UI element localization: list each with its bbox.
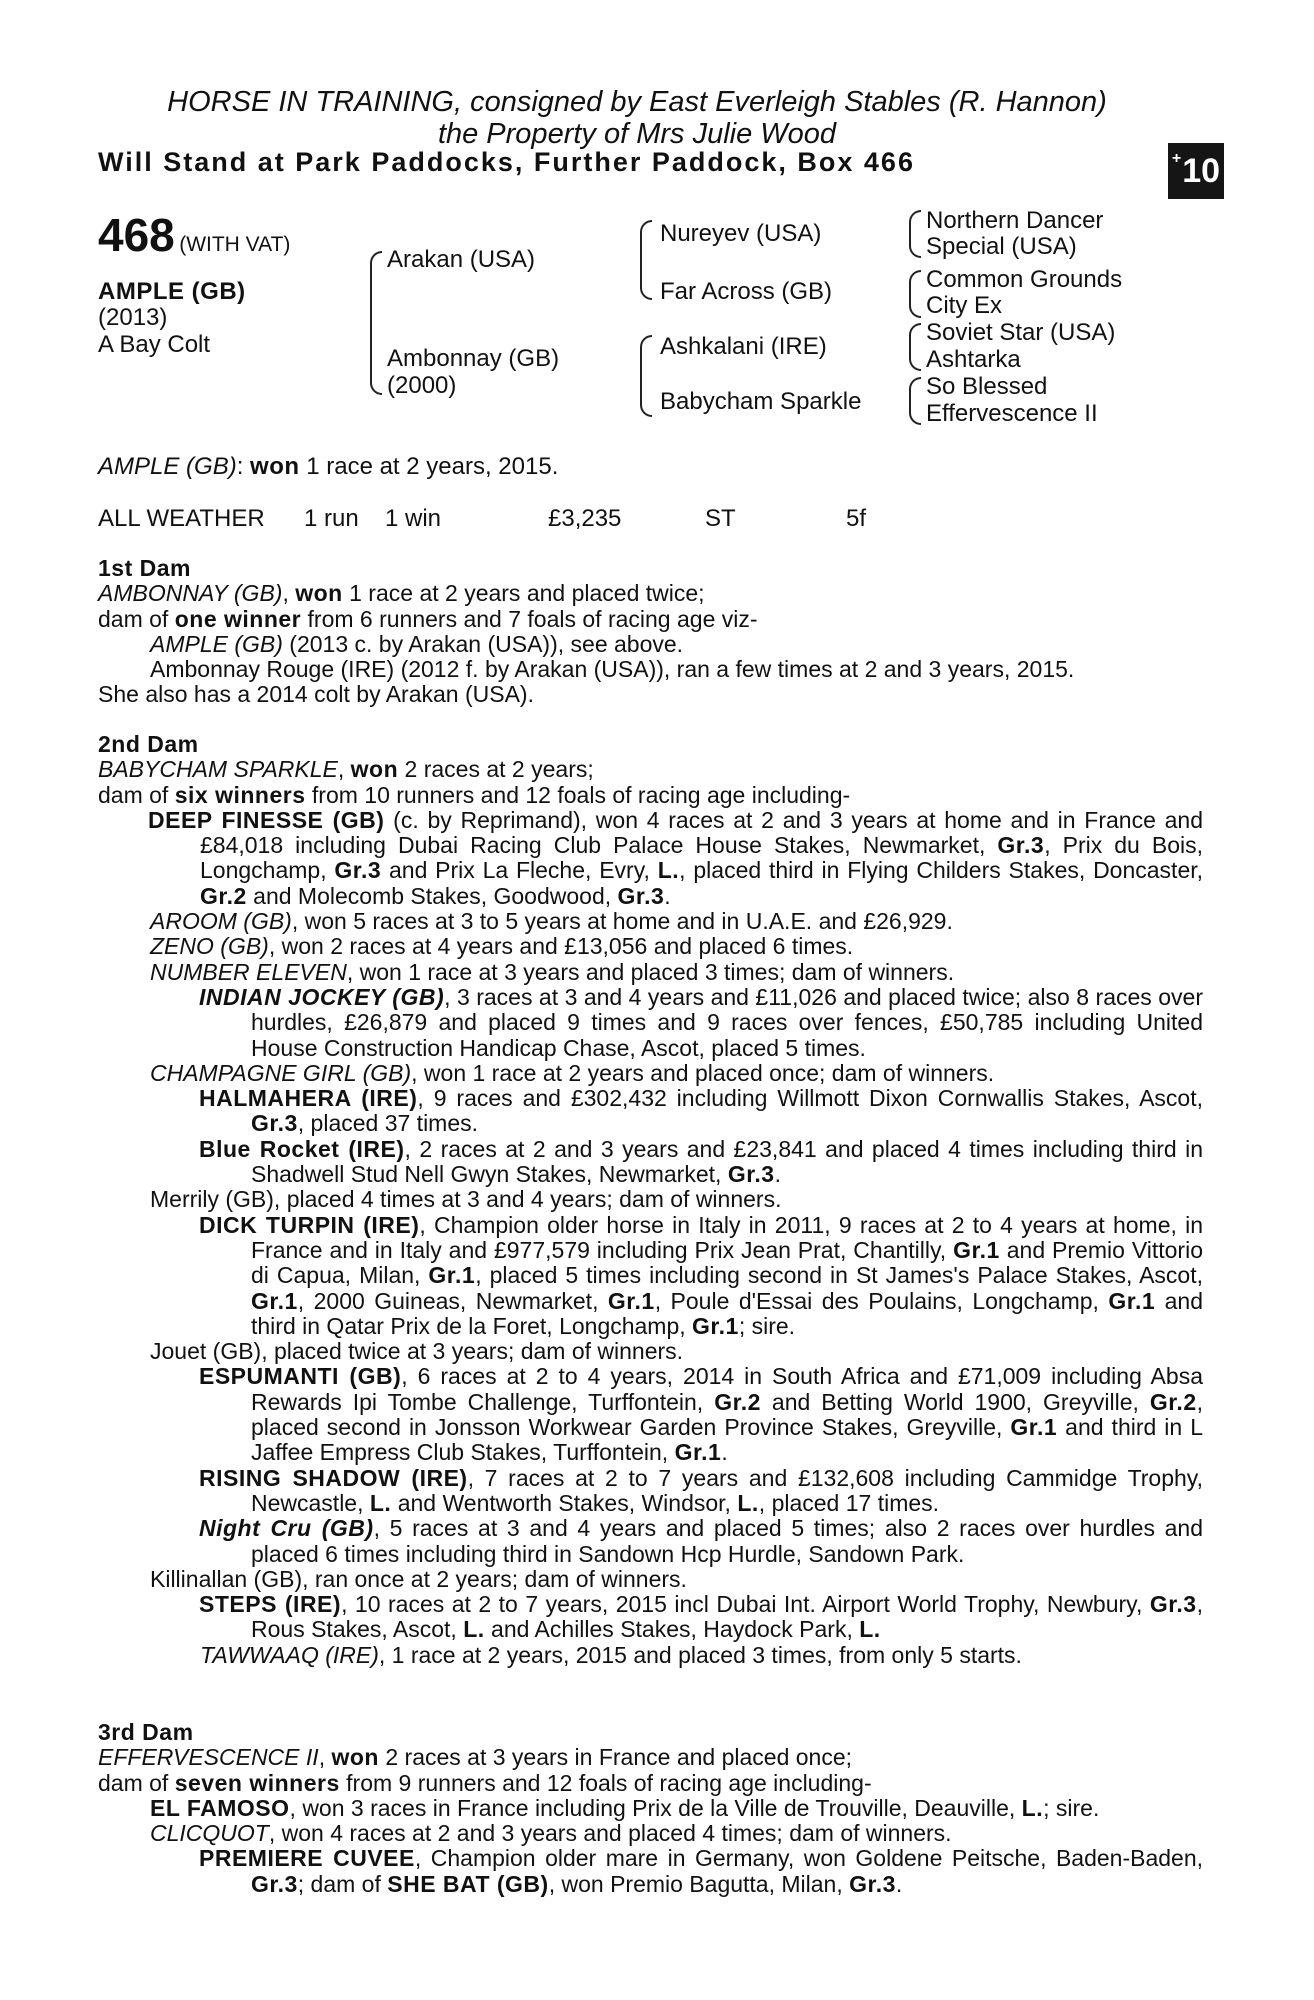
header-location: Will Stand at Park Paddocks, Further Paddock, Box 466 bbox=[98, 147, 915, 177]
first-dam-winners: one winner bbox=[174, 605, 302, 632]
grade-badge: Gr.1 bbox=[428, 1262, 476, 1289]
first-dam-note: She also has a 2014 colt by Arakan (USA). bbox=[98, 681, 534, 708]
aw-runs: 1 run bbox=[304, 505, 359, 532]
grade-badge: Gr.1 bbox=[1010, 1414, 1058, 1441]
dick-turpin-text-f: and third in Qatar Prix de la Foret, Longchamp, bbox=[251, 1287, 1203, 1339]
el-famoso-name: EL FAMOSO bbox=[150, 1794, 290, 1821]
first-dam-produce-rest: from 6 runners and 7 foals of racing age viz- bbox=[301, 605, 758, 632]
rising-shadow-text-a: , 7 races at 2 to 7 years and £132,608 including Cammidge Trophy, Newcastle, bbox=[251, 1464, 1203, 1516]
grade-badge: Gr.1 bbox=[251, 1287, 298, 1314]
entry-halmahera bbox=[98, 1086, 1203, 1137]
deep-finesse-text-d: , placed third in Flying Childers Stakes, Doncaster, bbox=[679, 857, 1204, 884]
badge-number: 10 bbox=[1182, 151, 1221, 190]
listed-badge: L. bbox=[657, 857, 680, 884]
pedigree-brace-7 bbox=[909, 377, 921, 425]
third-dam-produce-rest: from 9 runners and 12 foals of racing age including- bbox=[339, 1769, 872, 1796]
entry-champagne-girl bbox=[98, 1061, 1203, 1086]
espumanti-name: ESPUMANTI (GB) bbox=[199, 1363, 402, 1390]
tawwaaq-name: TAWWAAQ (IRE) bbox=[200, 1641, 379, 1668]
listed-badge: L. bbox=[737, 1489, 759, 1516]
espumanti-text-d: and third in L Jaffee Empress Club Stakes, Turffontein, bbox=[251, 1414, 1203, 1466]
zeno-name: ZENO (GB) bbox=[150, 933, 269, 960]
aw-distance: 5f bbox=[846, 505, 867, 532]
third-dam-won: won bbox=[331, 1744, 379, 1771]
champagne-girl-text: , won 1 race at 2 years and placed once; dam of winners. bbox=[411, 1059, 995, 1086]
header-title: HORSE IN TRAINING, consigned by East Everleigh Stables (R. Hannon) bbox=[167, 86, 1107, 118]
horse-name: AMPLE (GB) bbox=[98, 278, 246, 305]
halmahera-name: HALMAHERA (IRE) bbox=[199, 1085, 418, 1112]
entry-premiere-cuvee bbox=[98, 1846, 1203, 1897]
deep-finesse-name: DEEP FINESSE (GB) bbox=[148, 806, 385, 833]
progeny-ample-rest: (2013 c. by Arakan (USA)), see above. bbox=[282, 630, 684, 657]
espumanti-text-a: , 6 races at 2 to 4 years, 2014 in South Africa and £71,009 including Absa Rewards Ipi Tombe Challenge, Turffontein, bbox=[251, 1363, 1203, 1415]
pedigree-ssd: Special (USA) bbox=[926, 233, 1077, 260]
dick-turpin-text-e: , Poule d'Essai des Poulains, Longchamp, bbox=[654, 1287, 1109, 1314]
night-cru-name: Night Cru (GB) bbox=[199, 1515, 374, 1542]
pedigree-brace-4 bbox=[909, 210, 921, 258]
dick-turpin-text-g: ; sire. bbox=[738, 1312, 796, 1339]
pedigree-brace-1 bbox=[370, 251, 382, 395]
first-dam-line-rest: 1 race at 2 years and placed twice; bbox=[342, 580, 705, 607]
lot-number-line bbox=[98, 208, 290, 262]
blue-rocket-text: , 2 races at 2 and 3 years and £23,841 and placed 4 times including third in Shadwell Stud Nell Gwyn Stakes, Newmarket, bbox=[251, 1135, 1203, 1188]
entry-deep-finesse bbox=[98, 808, 1203, 909]
grade-badge: Gr.1 bbox=[953, 1236, 1000, 1263]
third-dam-name: EFFERVESCENCE II bbox=[98, 1744, 319, 1771]
grade-badge: Gr.2 bbox=[1149, 1388, 1197, 1415]
second-dam-produce-line bbox=[98, 783, 1203, 808]
pedigree-dds: So Blessed bbox=[926, 373, 1048, 400]
listed-badge: L. bbox=[859, 1616, 881, 1643]
grade-badge: Gr.3 bbox=[251, 1110, 298, 1137]
pedigree-ss: Nureyev (USA) bbox=[660, 220, 822, 247]
first-dam-progeny-2: Ambonnay Rouge (IRE) (2012 f. by Arakan (USA)), ran a few times at 2 and 3 years, 2015. bbox=[150, 656, 1075, 683]
pedigree-dam: Ambonnay (GB) bbox=[387, 345, 560, 372]
entry-killinallan: Killinallan (GB), ran once at 2 years; dam of winners. bbox=[150, 1565, 687, 1592]
badge-plus: + bbox=[1171, 150, 1182, 167]
entry-aroom bbox=[98, 909, 1203, 934]
horse-year: (2013) bbox=[98, 304, 168, 331]
premiere-cuvee-text-c: , won Premio Bagutta, Milan, bbox=[548, 1870, 850, 1897]
entry-clicquot bbox=[98, 1821, 1203, 1846]
steps-text-a: , 10 races at 2 to 7 years, 2015 incl Dubai Int. Airport World Trophy, Newbury, bbox=[341, 1591, 1150, 1618]
entry-number-eleven bbox=[98, 960, 1203, 985]
entry-blue-rocket bbox=[98, 1137, 1203, 1188]
third-dam-section bbox=[98, 1720, 1203, 1897]
number-eleven-text: , won 1 race at 3 years and placed 3 times; dam of winners. bbox=[346, 958, 955, 985]
first-dam-heading: 1st Dam bbox=[98, 555, 191, 581]
premiere-cuvee-name: PREMIERE CUVEE bbox=[199, 1845, 415, 1872]
dick-turpin-text-b: and Premio Vittorio di Capua, Milan, bbox=[251, 1236, 1203, 1289]
espumanti-text-b: and Betting World 1900, Greyville, bbox=[760, 1388, 1150, 1415]
listed-badge: L. bbox=[1021, 1794, 1044, 1821]
steps-text-c: and Achilles Stakes, Haydock Park, bbox=[484, 1616, 860, 1643]
second-dam-won: won bbox=[350, 756, 399, 783]
el-famoso-text-a: , won 3 races in France including Prix de la Ville de Trouville, Deauville, bbox=[289, 1794, 1022, 1821]
third-dam-heading: 3rd Dam bbox=[98, 1719, 194, 1745]
rising-shadow-text-c: , placed 17 times. bbox=[758, 1489, 940, 1516]
premiere-cuvee-text-a: , Champion older mare in Germany, won Goldene Peitsche, Baden-Baden, bbox=[414, 1845, 1204, 1872]
lot-vat: (WITH VAT) bbox=[179, 233, 291, 256]
aw-money: £3,235 bbox=[548, 505, 622, 532]
aw-label: ALL WEATHER bbox=[98, 505, 265, 532]
entry-merrily: Merrily (GB), placed 4 times at 3 and 4 years; dam of winners. bbox=[150, 1186, 782, 1213]
grade-badge: Gr.3 bbox=[997, 832, 1045, 859]
champagne-girl-name: CHAMPAGNE GIRL (GB) bbox=[150, 1059, 412, 1086]
grade-badge: Gr.3 bbox=[727, 1161, 775, 1188]
el-famoso-text-b: ; sire. bbox=[1043, 1794, 1100, 1821]
pedigree-sire: Arakan (USA) bbox=[387, 246, 536, 273]
rising-shadow-name: RISING SHADOW (IRE) bbox=[199, 1464, 468, 1491]
lot-number: 468 bbox=[98, 209, 175, 261]
pedigree-dss: Soviet Star (USA) bbox=[926, 319, 1116, 346]
entry-rising-shadow bbox=[98, 1466, 1203, 1517]
third-dam-produce-line bbox=[98, 1771, 1203, 1796]
entry-espumanti bbox=[98, 1364, 1203, 1465]
grade-badge: Gr.2 bbox=[714, 1388, 761, 1415]
aw-wins: 1 win bbox=[385, 505, 442, 532]
grade-badge: Gr.3 bbox=[334, 857, 382, 884]
horse-desc: A Bay Colt bbox=[98, 331, 211, 358]
espumanti-text-c: , placed second in Jonsson Workwear Garden Province Stakes, Greyville, bbox=[251, 1388, 1204, 1441]
first-dam-dam-of: dam of bbox=[98, 605, 175, 632]
dick-turpin-text-d: , 2000 Guineas, Newmarket, bbox=[297, 1287, 608, 1314]
deep-finesse-text-b: , Prix du Bois, Longchamp, bbox=[200, 832, 1203, 884]
entry-dick-turpin bbox=[98, 1213, 1203, 1339]
period: . bbox=[774, 1161, 781, 1188]
second-dam-section bbox=[98, 732, 1203, 1668]
deep-finesse-text-c: and Prix La Fleche, Evry, bbox=[381, 857, 658, 884]
entry-steps bbox=[98, 1592, 1203, 1643]
aroom-text: , won 5 races at 3 to 5 years at home and in U.A.E. and £26,929. bbox=[291, 908, 953, 935]
night-cru-text: , 5 races at 3 and 4 years and placed 5 times; also 2 races over hurdles and placed 6 times including third in Sandown Hcp Hurdle, Sandown Park. bbox=[251, 1515, 1204, 1567]
grade-badge: Gr.1 bbox=[607, 1287, 655, 1314]
first-dam-name: AMBONNAY (GB) bbox=[98, 580, 283, 607]
entry-indian-jockey bbox=[98, 985, 1203, 1061]
second-dam-name: BABYCHAM SPARKLE bbox=[98, 756, 338, 783]
grade-badge: Gr.3 bbox=[251, 1870, 298, 1897]
indian-jockey-text: , 3 races at 3 and 4 years and £11,026 and placed twice; also 8 races over hurdles, £26,879 and placed 9 times and 9 races over fences, £50,785 including United House Construction Handicap Chase, Ascot, placed 5 times. bbox=[251, 983, 1203, 1061]
entry-zeno bbox=[98, 934, 1203, 959]
aw-surface: ST bbox=[705, 505, 736, 532]
first-dam-produce-line bbox=[98, 607, 1203, 632]
second-dam-line: BABYCHAM SPARKLE, won 2 races at 2 years; bbox=[98, 756, 594, 783]
third-dam-line-rest: 2 races at 3 years in France and placed once; bbox=[378, 1744, 853, 1771]
second-dam-heading: 2nd Dam bbox=[98, 731, 199, 757]
deep-finesse-text-a: (c. by Reprimand), won 4 races at 2 and 3 years at home and in France and £84,018 including Dubai Racing Club Palace House Stakes, Newmarket, bbox=[200, 806, 1203, 859]
first-dam-won: won bbox=[295, 580, 343, 607]
grade-badge: Gr.2 bbox=[200, 882, 247, 909]
pedigree-ddd: Effervescence II bbox=[926, 400, 1098, 427]
listed-badge: L. bbox=[369, 1489, 392, 1516]
period: . bbox=[664, 882, 671, 909]
halmahera-text-b: , placed 37 times. bbox=[297, 1110, 479, 1137]
second-dam-dam-of: dam of bbox=[98, 781, 175, 808]
grade-badge: Gr.3 bbox=[617, 882, 665, 909]
pedigree-dsd: Ashtarka bbox=[926, 346, 1021, 373]
grade-badge: Gr.1 bbox=[1108, 1287, 1156, 1314]
grade-badge: Gr.3 bbox=[1149, 1591, 1197, 1618]
deep-finesse-text-e: and Molecomb Stakes, Goodwood, bbox=[246, 882, 618, 909]
second-dam-produce-rest: from 10 runners and 12 foals of racing age including- bbox=[305, 781, 851, 808]
entry-night-cru bbox=[98, 1516, 1203, 1567]
steps-text-b: , Rous Stakes, Ascot, bbox=[251, 1591, 1203, 1643]
halmahera-text-a: , 9 races and £302,432 including Willmott Dixon Cornwallis Stakes, Ascot, bbox=[417, 1085, 1203, 1112]
pedigree-brace-2 bbox=[640, 220, 652, 300]
header-owner: the Property of Mrs Julie Wood bbox=[437, 118, 837, 150]
first-dam-line: AMBONNAY (GB), won 1 race at 2 years and placed twice; bbox=[98, 580, 705, 607]
entry-tawwaaq bbox=[98, 1643, 1203, 1668]
third-dam-winners: seven winners bbox=[174, 1769, 340, 1796]
pedigree-brace-3 bbox=[640, 335, 652, 417]
second-dam-winners: six winners bbox=[174, 781, 306, 808]
grade-badge: Gr.1 bbox=[692, 1312, 739, 1339]
entry-el-famoso bbox=[98, 1796, 1203, 1821]
tawwaaq-text: , 1 race at 2 years, 2015 and placed 3 times, from only 5 starts. bbox=[378, 1641, 1022, 1668]
aroom-name: AROOM (GB) bbox=[150, 908, 292, 935]
pedigree-sds: Common Grounds bbox=[926, 266, 1123, 293]
dick-turpin-text-c: , placed 5 times including second in St James's Palace Stakes, Ascot, bbox=[475, 1262, 1203, 1289]
progeny-ample: AMPLE (GB) bbox=[150, 630, 283, 657]
race-summary: AMPLE (GB): won 1 race at 2 years, 2015. bbox=[98, 453, 559, 480]
lot-badge bbox=[1168, 143, 1224, 199]
pedigree-brace-6 bbox=[909, 323, 921, 371]
grade-badge: Gr.3 bbox=[849, 1870, 896, 1897]
third-dam-dam-of: dam of bbox=[98, 1769, 175, 1796]
premiere-cuvee-text-b: ; dam of bbox=[297, 1870, 388, 1897]
rising-shadow-text-b: and Wentworth Stakes, Windsor, bbox=[391, 1489, 738, 1516]
listed-badge: L. bbox=[463, 1616, 485, 1643]
race-summary-name: AMPLE (GB) bbox=[98, 453, 237, 480]
she-bat-name: SHE BAT (GB) bbox=[387, 1870, 549, 1897]
number-eleven-name: NUMBER ELEVEN bbox=[150, 958, 347, 985]
zeno-text: , won 2 races at 4 years and £13,056 and placed 6 times. bbox=[268, 933, 854, 960]
second-dam-line-rest: 2 races at 2 years; bbox=[398, 756, 594, 783]
steps-name: STEPS (IRE) bbox=[199, 1591, 342, 1618]
dick-turpin-name: DICK TURPIN (IRE) bbox=[199, 1211, 420, 1238]
entry-jouet: Jouet (GB), placed twice at 3 years; dam of winners. bbox=[150, 1338, 684, 1365]
clicquot-name: CLICQUOT bbox=[150, 1820, 269, 1847]
period: . bbox=[721, 1439, 728, 1466]
third-dam-line: EFFERVESCENCE II, won 2 races at 3 years in France and placed once; bbox=[98, 1744, 853, 1771]
indian-jockey-name: INDIAN JOCKEY (GB) bbox=[199, 983, 445, 1010]
first-dam-section bbox=[98, 556, 1203, 708]
grade-badge: Gr.1 bbox=[674, 1439, 722, 1466]
clicquot-text: , won 4 races at 2 and 3 years and placed 4 times; dam of winners. bbox=[268, 1820, 952, 1847]
dick-turpin-text-a: , Champion older horse in Italy in 2011, 9 races at 2 to 4 years at home, in France and in Italy and £977,579 including Prix Jean Prat, Chantilly, bbox=[251, 1211, 1203, 1263]
pedigree-dd: Babycham Sparkle bbox=[660, 388, 862, 415]
pedigree-sdd: City Ex bbox=[926, 292, 1003, 319]
first-dam-progeny-1 bbox=[98, 632, 1203, 657]
race-summary-text: 1 race at 2 years, 2015. bbox=[299, 453, 559, 480]
race-summary-won: won bbox=[250, 453, 300, 480]
blue-rocket-name: Blue Rocket (IRE) bbox=[199, 1135, 405, 1162]
period: . bbox=[895, 1870, 903, 1897]
pedigree-ds: Ashkalani (IRE) bbox=[660, 333, 827, 360]
pedigree-sss: Northern Dancer bbox=[926, 207, 1104, 234]
pedigree-brace-5 bbox=[909, 270, 921, 318]
pedigree-sd: Far Across (GB) bbox=[660, 278, 833, 305]
pedigree-dam-year: (2000) bbox=[387, 372, 457, 399]
